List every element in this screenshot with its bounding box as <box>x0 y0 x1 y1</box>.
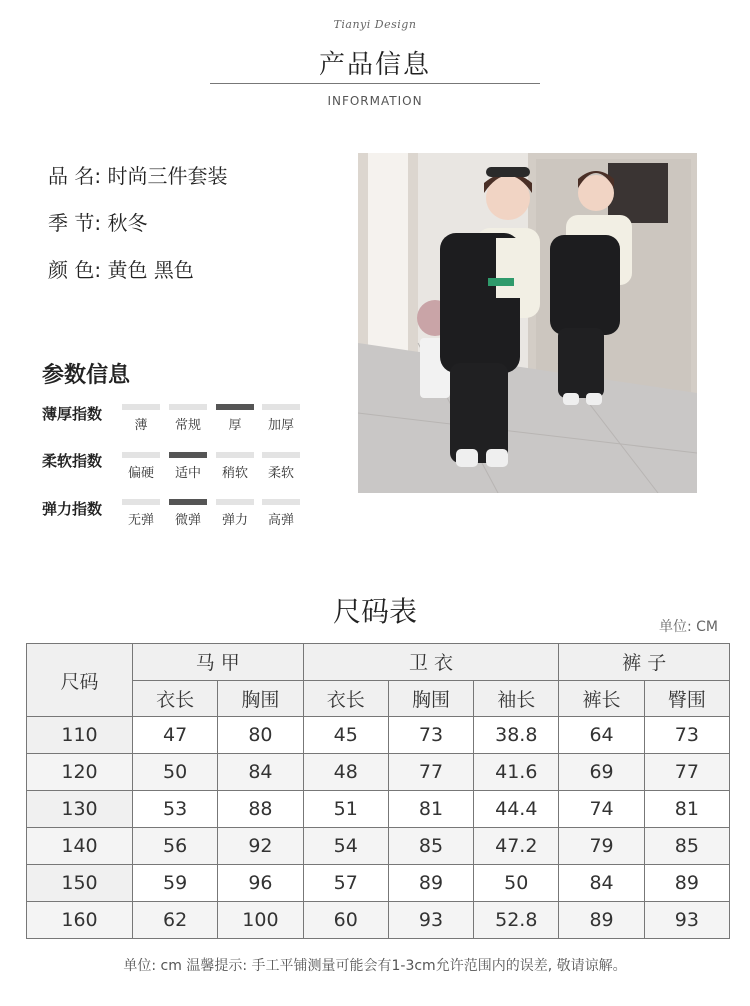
param-label-softness: 柔软指数 <box>42 452 103 470</box>
info-label: 品 名: <box>48 164 102 188</box>
param-scale-softness <box>120 452 310 482</box>
size-chart-title: 尺码表 <box>332 595 417 628</box>
table-cell-size: 130 <box>27 791 133 828</box>
param-option-selected: 厚 <box>216 404 254 433</box>
param-option: 偏硬 <box>122 452 160 481</box>
table-cell: 52.8 <box>474 902 559 939</box>
table-cell-size: 120 <box>27 754 133 791</box>
table-cell: 51 <box>303 791 388 828</box>
page-title: 产品信息 <box>318 50 431 80</box>
param-option: 高弹 <box>262 499 300 528</box>
table-row <box>27 828 730 865</box>
info-row-season <box>48 207 147 236</box>
info-value: 黄色 黑色 <box>107 258 194 282</box>
param-option: 稍软 <box>216 452 254 481</box>
table-cell: 53 <box>133 791 218 828</box>
info-value: 秋冬 <box>107 211 148 235</box>
param-option: 柔软 <box>262 452 300 481</box>
table-cell: 88 <box>218 791 303 828</box>
table-cell: 74 <box>559 791 644 828</box>
table-cell: 47.2 <box>474 828 559 865</box>
param-option-selected: 微弹 <box>169 499 207 528</box>
table-cell: 73 <box>644 717 729 754</box>
table-cell: 92 <box>218 828 303 865</box>
table-row <box>27 717 730 754</box>
header-group-hoodie: 卫 衣 <box>303 644 559 681</box>
table-cell: 50 <box>133 754 218 791</box>
info-value: 时尚三件套装 <box>107 164 228 188</box>
header-cell: 臀围 <box>644 680 729 717</box>
param-scale-thickness <box>120 404 310 434</box>
info-label: 颜 色: <box>48 258 102 282</box>
table-cell: 59 <box>133 865 218 902</box>
table-cell: 57 <box>303 865 388 902</box>
info-label: 季 节: <box>48 211 102 235</box>
info-row-color <box>48 254 194 283</box>
param-label-thickness: 薄厚指数 <box>42 405 103 423</box>
size-table <box>26 643 730 939</box>
table-cell: 69 <box>559 754 644 791</box>
table-cell: 48 <box>303 754 388 791</box>
table-cell: 84 <box>559 865 644 902</box>
table-row <box>27 902 730 939</box>
param-option: 弹力 <box>216 499 254 528</box>
header-cell: 裤长 <box>559 680 644 717</box>
table-cell: 56 <box>133 828 218 865</box>
table-cell-size: 140 <box>27 828 133 865</box>
table-row <box>27 754 730 791</box>
header-cell: 胸围 <box>388 680 473 717</box>
table-cell-size: 160 <box>27 902 133 939</box>
param-label-elasticity: 弹力指数 <box>42 500 103 518</box>
table-cell: 100 <box>218 902 303 939</box>
table-cell: 38.8 <box>474 717 559 754</box>
table-cell: 62 <box>133 902 218 939</box>
params-title: 参数信息 <box>42 363 131 388</box>
table-cell: 85 <box>644 828 729 865</box>
table-cell: 93 <box>644 902 729 939</box>
table-cell: 47 <box>133 717 218 754</box>
table-cell: 44.4 <box>474 791 559 828</box>
size-table-body <box>27 717 730 939</box>
table-cell: 89 <box>388 865 473 902</box>
header-cell: 胸围 <box>218 680 303 717</box>
table-cell: 89 <box>559 902 644 939</box>
header-cell: 衣长 <box>303 680 388 717</box>
header-group-pants: 裤 子 <box>559 644 730 681</box>
table-cell: 77 <box>388 754 473 791</box>
title-divider <box>210 83 540 84</box>
table-cell: 80 <box>218 717 303 754</box>
table-cell: 54 <box>303 828 388 865</box>
table-cell: 64 <box>559 717 644 754</box>
product-photo-illustration <box>358 153 697 493</box>
param-option: 加厚 <box>262 404 300 433</box>
table-cell: 73 <box>388 717 473 754</box>
header-group-vest: 马 甲 <box>133 644 304 681</box>
table-cell: 60 <box>303 902 388 939</box>
table-cell: 81 <box>644 791 729 828</box>
table-cell: 50 <box>474 865 559 902</box>
size-unit-label: 单位: CM <box>658 619 718 635</box>
size-table-sub-header <box>27 680 730 717</box>
table-cell-size: 110 <box>27 717 133 754</box>
table-row <box>27 791 730 828</box>
info-row-name <box>48 160 227 189</box>
table-cell: 81 <box>388 791 473 828</box>
table-cell: 93 <box>388 902 473 939</box>
product-photo <box>358 153 697 493</box>
header-cell: 袖长 <box>474 680 559 717</box>
table-cell-size: 150 <box>27 865 133 902</box>
table-row <box>27 865 730 902</box>
table-cell: 85 <box>388 828 473 865</box>
table-cell: 41.6 <box>474 754 559 791</box>
size-table-group-header <box>27 644 730 681</box>
table-cell: 45 <box>303 717 388 754</box>
table-cell: 79 <box>559 828 644 865</box>
table-cell: 77 <box>644 754 729 791</box>
param-option: 常规 <box>169 404 207 433</box>
param-option: 薄 <box>122 404 160 433</box>
table-cell: 89 <box>644 865 729 902</box>
size-footnote: 单位: cm 温馨提示: 手工平铺测量可能会有1-3cm允许范围内的误差, 敬请谅解。 <box>123 958 627 974</box>
brand-logo-text: Tianyi Design <box>333 18 417 31</box>
table-cell: 96 <box>218 865 303 902</box>
table-cell: 84 <box>218 754 303 791</box>
header-size: 尺码 <box>27 644 133 717</box>
page-subtitle: INFORMATION <box>327 94 423 108</box>
header-cell: 衣长 <box>133 680 218 717</box>
param-option-selected: 适中 <box>169 452 207 481</box>
param-scale-elasticity <box>120 499 310 529</box>
param-option: 无弹 <box>122 499 160 528</box>
